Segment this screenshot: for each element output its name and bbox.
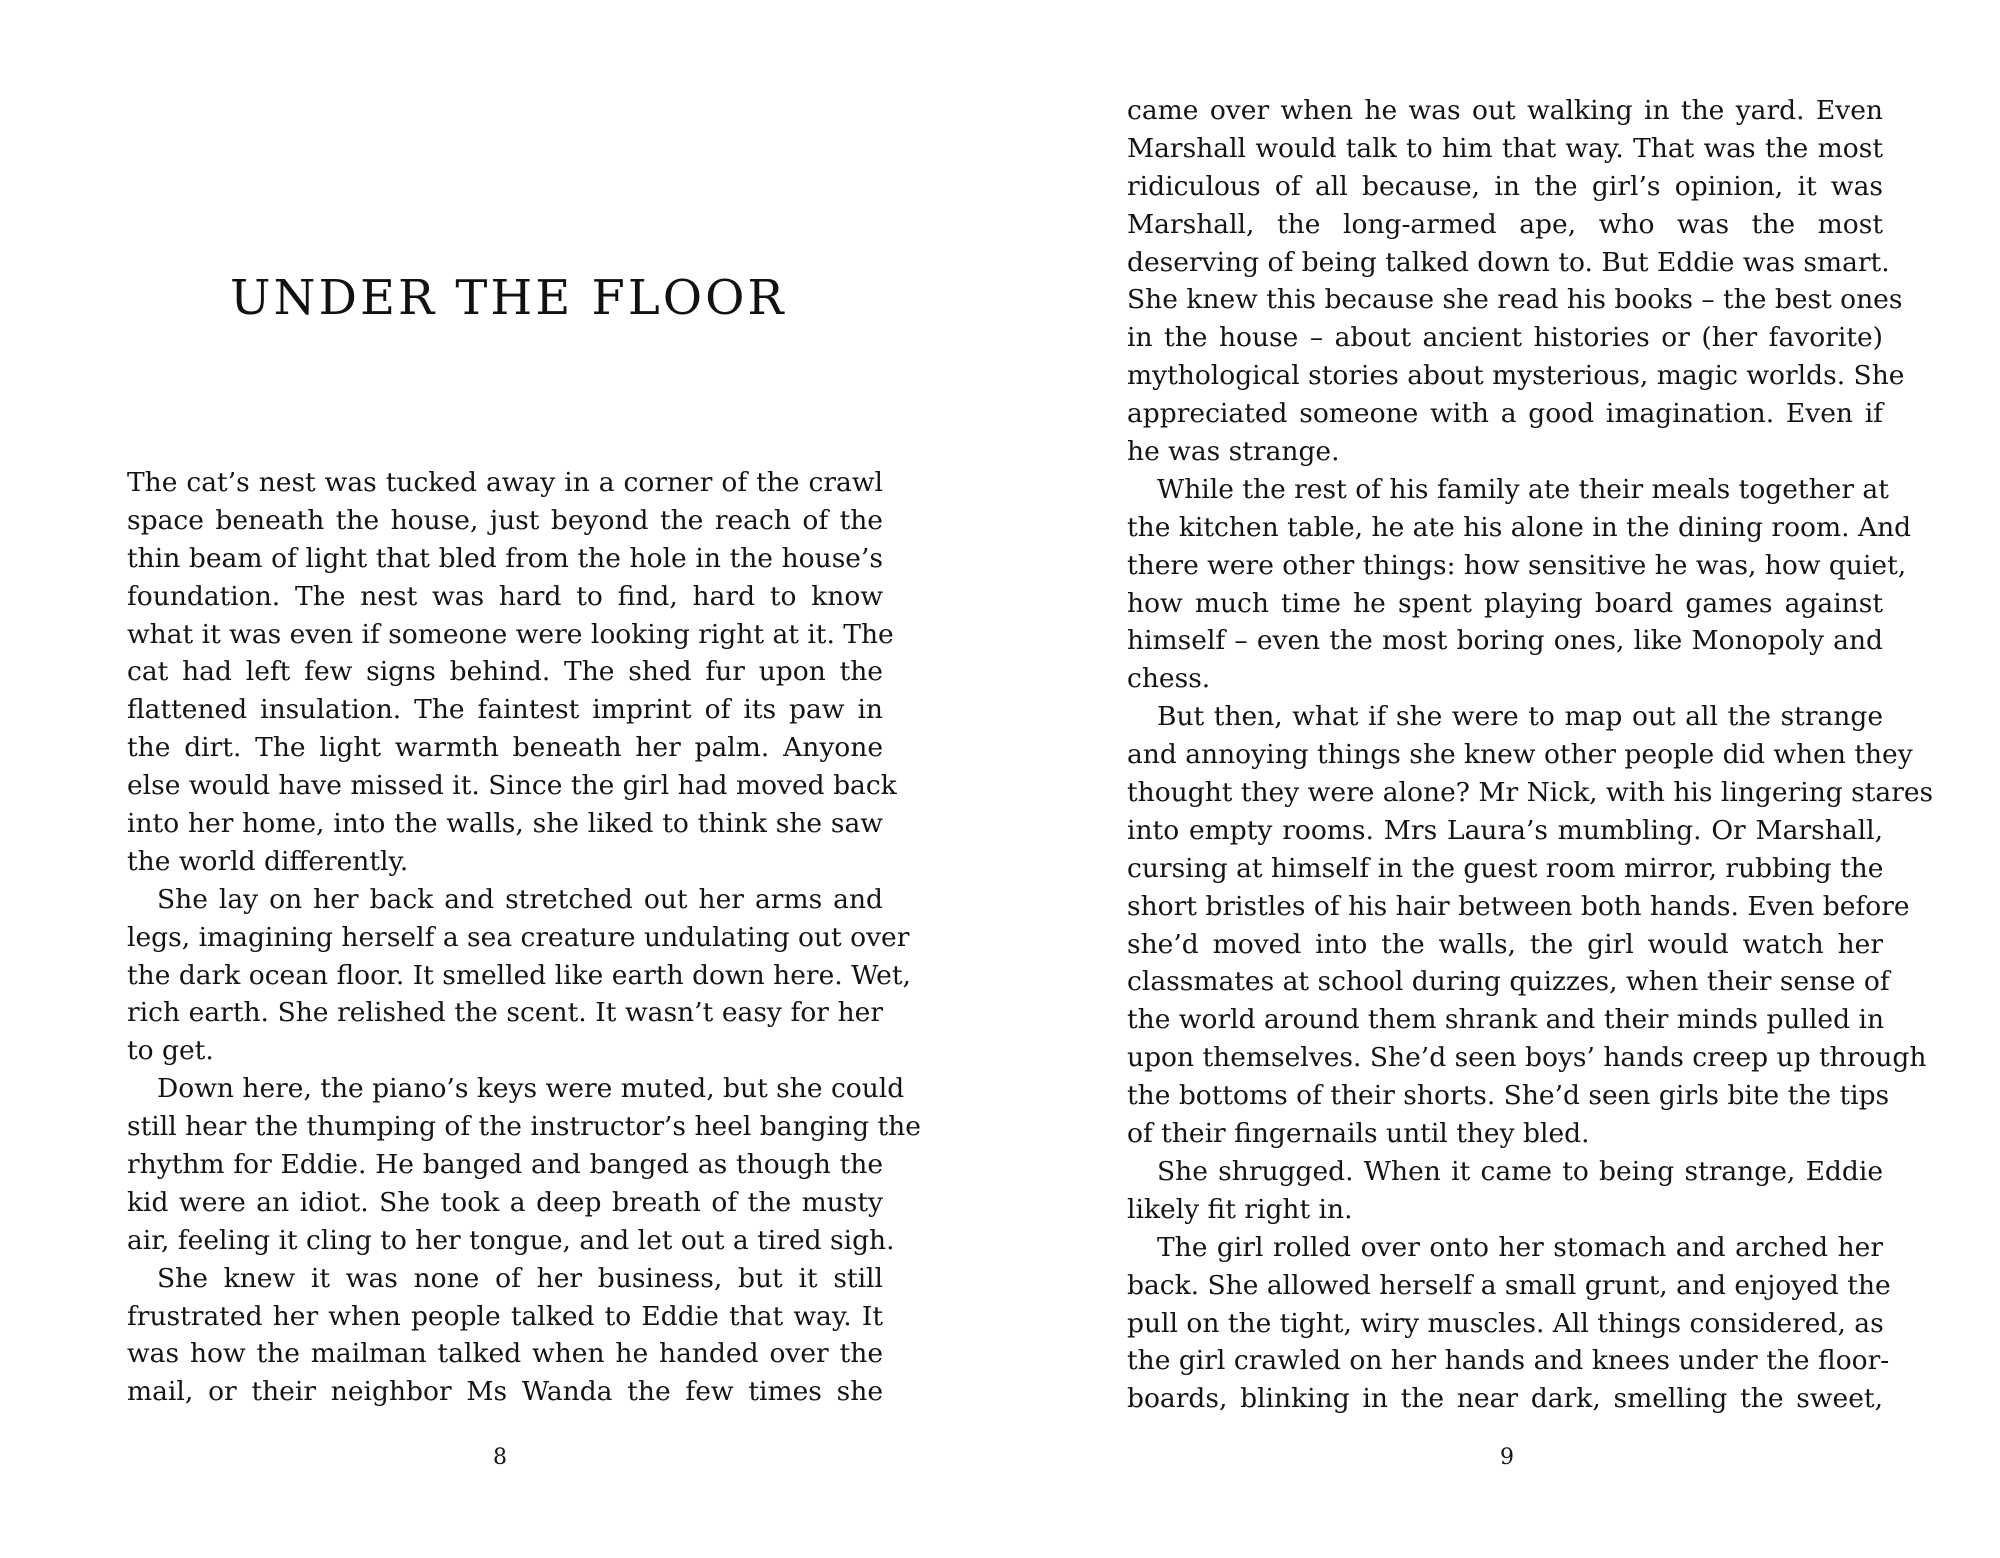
text-line: chess. <box>1127 663 1211 695</box>
text-line: mythological stories about mysterious, magic worlds. She <box>1127 360 1905 392</box>
text-line: But then, what if she were to map out all the strange <box>1157 701 1883 733</box>
text-line: of their fingernails until they bled. <box>1127 1118 1590 1150</box>
text-line: The girl rolled over onto her stomach and arched her <box>1157 1231 1883 1263</box>
text-line: Marshall, the long-armed ape, who was the most <box>1127 208 1883 240</box>
text-line: himself – even the most boring ones, like Monopoly and <box>1127 625 1883 657</box>
text-line: rhythm for Eddie. He banged and banged as though the <box>127 1149 883 1181</box>
text-line: foundation. The nest was hard to find, hard to know <box>127 580 883 612</box>
chapter-title: UNDER THE FLOOR <box>230 270 787 326</box>
text-line: She knew it was none of her business, but it still <box>157 1262 883 1294</box>
text-line: mail, or their neighbor Ms Wanda the few times she <box>127 1376 883 1408</box>
text-line: space beneath the house, just beyond the reach of the <box>127 504 883 536</box>
right-page-text <box>1127 92 1934 1418</box>
text-line: cursing at himself in the guest room mirror, rubbing the <box>1127 852 1884 884</box>
text-line: the kitchen table, he ate his alone in the dining room. And <box>1127 511 1912 543</box>
text-line: how much time he spent playing board games against <box>1127 587 1883 619</box>
text-line: into her home, into the walls, she liked to think she saw <box>127 808 883 840</box>
text-line: in the house – about ancient histories or (her favorite) <box>1127 322 1883 354</box>
text-line: there were other things: how sensitive he was, how quiet, <box>1127 549 1907 581</box>
text-line: back. She allowed herself a small grunt, and enjoyed the <box>1127 1269 1891 1301</box>
text-line: flattened insulation. The faintest imprint of its paw in <box>127 694 883 726</box>
text-line: cat had left few signs behind. The shed fur upon the <box>127 656 883 688</box>
text-line: appreciated someone with a good imagination. Even if <box>1127 398 1883 430</box>
text-line: pull on the tight, wiry muscles. All things considered, as <box>1127 1307 1884 1339</box>
text-line: what it was even if someone were looking right at it. The <box>127 618 894 650</box>
text-line: was how the mailman talked when he handed over the <box>127 1338 883 1370</box>
text-line: likely fit right in. <box>1127 1193 1353 1225</box>
text-line: to get. <box>127 1035 214 1067</box>
text-line: the dirt. The light warmth beneath her palm. Anyone <box>127 732 883 764</box>
text-line: ridiculous of all because, in the girl’s opinion, it was <box>1127 170 1883 202</box>
text-line: The cat’s nest was tucked away in a corner of the crawl <box>127 467 883 498</box>
text-line: air, feeling it cling to her tongue, and let out a tired sigh. <box>127 1224 895 1256</box>
text-line: she’d moved into the walls, the girl would watch her <box>1127 928 1883 960</box>
text-line: thin beam of light that bled from the hole in the house’s <box>127 542 883 574</box>
text-line: the girl crawled on her hands and knees under the floor- <box>1127 1345 1890 1377</box>
text-line: While the rest of his family ate their meals together at <box>1157 473 1889 505</box>
text-line: She lay on her back and stretched out her arms and <box>157 883 883 915</box>
text-line: frustrated her when people talked to Eddie that way. It <box>127 1300 883 1332</box>
text-line: boards, blinking in the near dark, smelling the sweet, <box>1127 1383 1883 1415</box>
text-line: She knew this because she read his books – the best ones <box>1127 284 1903 316</box>
text-line: rich earth. She relished the scent. It wasn’t easy for her <box>127 997 883 1029</box>
text-line: classmates at school during quizzes, when their sense of <box>1127 966 1890 998</box>
text-line: and annoying things she knew other people did when they <box>1127 739 1913 771</box>
left-page-number: 8 <box>493 1445 507 1470</box>
right-page <box>1000 0 2000 1558</box>
text-line: into empty rooms. Mrs Laura’s mumbling. Or Marshall, <box>1127 814 1883 846</box>
text-line: Marshall would talk to him that way. That was the most <box>1127 132 1883 164</box>
text-line: Down here, the piano’s keys were muted, but she could <box>157 1073 905 1105</box>
text-line: the world around them shrank and their minds pulled in <box>1127 1004 1885 1036</box>
left-page-text <box>127 464 921 1411</box>
text-line: he was strange. <box>1127 436 1340 468</box>
text-line: thought they were alone? Mr Nick, with his lingering stares <box>1127 777 1934 809</box>
text-line: the bottoms of their shorts. She’d seen girls bite the tips <box>1127 1080 1890 1112</box>
right-page-number: 9 <box>1500 1445 1514 1470</box>
text-line: upon themselves. She’d seen boys’ hands creep up through <box>1127 1042 1927 1074</box>
text-line: legs, imagining herself a sea creature undulating out over <box>127 921 910 953</box>
text-line: else would have missed it. Since the girl had moved back <box>127 770 897 802</box>
text-line: She shrugged. When it came to being strange, Eddie <box>1157 1155 1883 1187</box>
text-line: deserving of being talked down to. But Eddie was smart. <box>1127 246 1890 278</box>
text-line: short bristles of his hair between both hands. Even before <box>1127 890 1910 922</box>
text-line: kid were an idiot. She took a deep breath of the musty <box>127 1186 883 1218</box>
text-line: the dark ocean floor. It smelled like earth down here. Wet, <box>127 959 911 991</box>
text-line: still hear the thumping of the instructor’s heel banging the <box>127 1111 921 1143</box>
text-line: came over when he was out walking in the yard. Even <box>1127 95 1883 126</box>
text-line: the world differently. <box>127 845 409 877</box>
